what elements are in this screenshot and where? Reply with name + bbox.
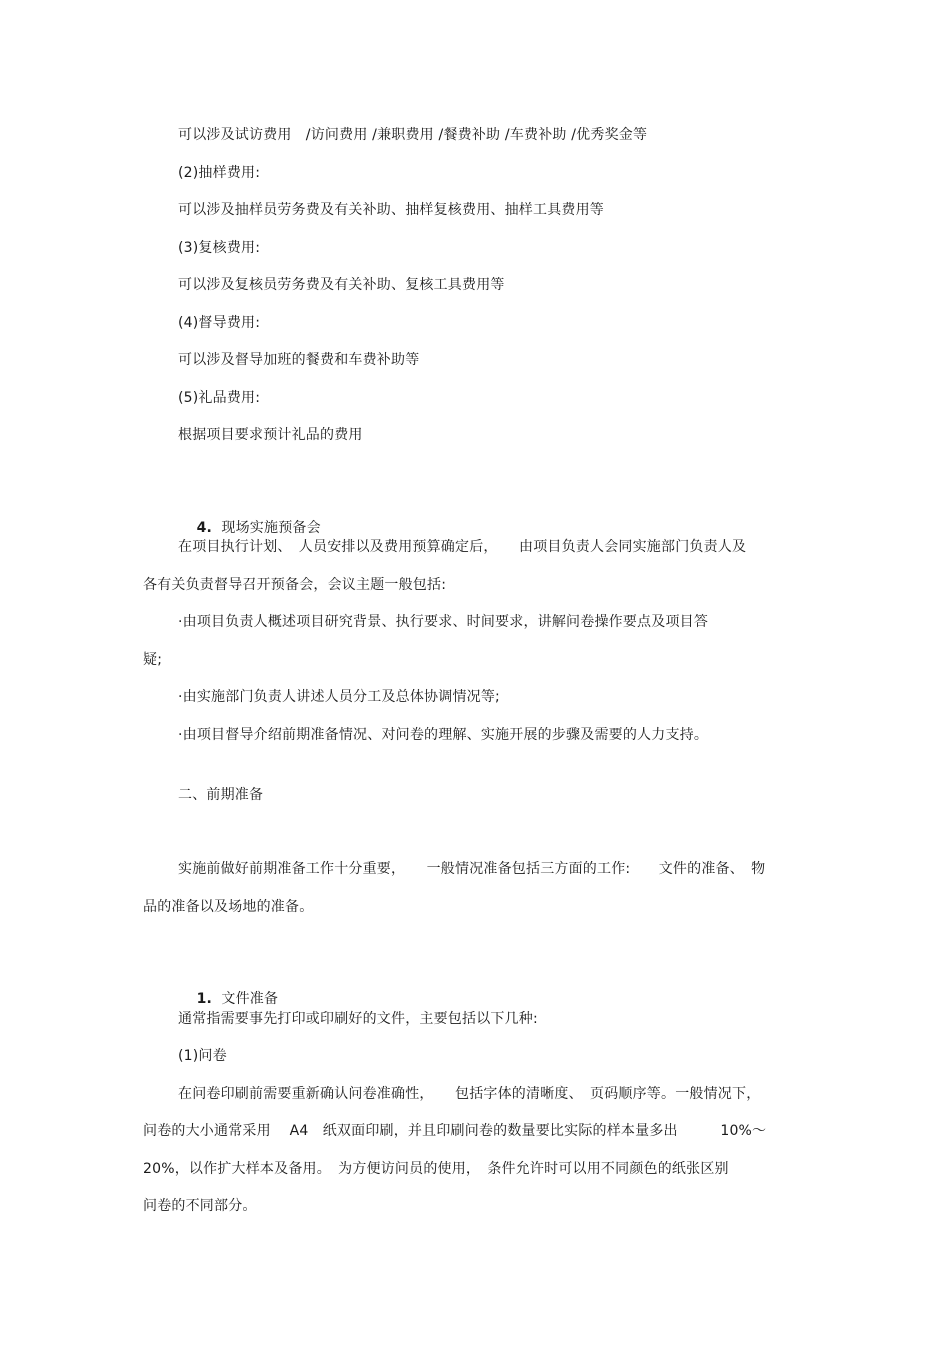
paragraph-questionnaire-1: 在问卷印刷前需要重新确认问卷准确性， 包括字体的清晰度、 页码顺序等。一般情况下， (178, 1086, 761, 1102)
section-number: 1. (196, 991, 213, 1007)
paragraph-gift-costs: 根据项目要求预计礼品的费用 (178, 427, 363, 443)
paragraph-meeting-intro: 在项目执行计划、 人员安排以及费用预算确定后， 由项目负责人会同实施部门负责人及 (178, 539, 747, 555)
section-title: 现场实施预备会 (221, 520, 321, 536)
item-gift-costs: (5)礼品费用: (178, 390, 261, 406)
bullet-project-lead: ·由项目负责人概述项目研究背景、执行要求、时间要求，讲解问卷操作要点及项目答 (178, 614, 709, 630)
paragraph-review-costs: 可以涉及复核员劳务费及有关补助、复核工具费用等 (178, 277, 505, 293)
item-questionnaire: (1)问卷 (178, 1048, 227, 1064)
paragraph-interview-costs: 可以涉及试访费用 /访问费用 /兼职费用 /餐费补助 /车费补助 /优秀奖金等 (178, 127, 648, 143)
section-number: 4. (196, 520, 213, 536)
item-review-costs: (3)复核费用: (178, 240, 261, 256)
paragraph-prep-intro: 实施前做好前期准备工作十分重要， 一般情况准备包括三方面的工作: 文件的准备、 物 (178, 861, 766, 877)
paragraph-prep-intro-cont: 品的准备以及场地的准备。 (143, 899, 314, 915)
bullet-project-lead-cont: 疑; (143, 652, 163, 668)
paragraph-sampling-costs: 可以涉及抽样员劳务费及有关补助、抽样复核费用、抽样工具费用等 (178, 202, 604, 218)
paragraph-questionnaire-2: 问卷的大小通常采用 A4 纸双面印刷，并且印刷问卷的数量要比实际的样本量多出 10%～ (143, 1123, 767, 1139)
paragraph-questionnaire-3: 20%，以作扩大样本及备用。 为方便访问员的使用， 条件允许时可以用不同颜色的纸张区别 (143, 1161, 729, 1177)
paragraph-supervisor-costs: 可以涉及督导加班的餐费和车费补助等 (178, 352, 420, 368)
paragraph-meeting-intro-cont: 各有关负责督导召开预备会，会议主题一般包括: (143, 577, 447, 593)
section-heading-preliminary-prep: 二、前期准备 (178, 787, 264, 803)
bullet-supervisor: ·由项目督导介绍前期准备情况、对问卷的理解、实施开展的步骤及需要的人力支持。 (178, 727, 709, 743)
paragraph-questionnaire-4: 问卷的不同部分。 (143, 1198, 257, 1214)
item-sampling-costs: (2)抽样费用: (178, 165, 261, 181)
item-supervisor-costs: (4)督导费用: (178, 315, 261, 331)
paragraph-documents: 通常指需要事先打印或印刷好的文件，主要包括以下几种: (178, 1011, 538, 1027)
section-title: 文件准备 (221, 991, 279, 1007)
bullet-department-lead: ·由实施部门负责人讲述人员分工及总体协调情况等; (178, 689, 500, 705)
